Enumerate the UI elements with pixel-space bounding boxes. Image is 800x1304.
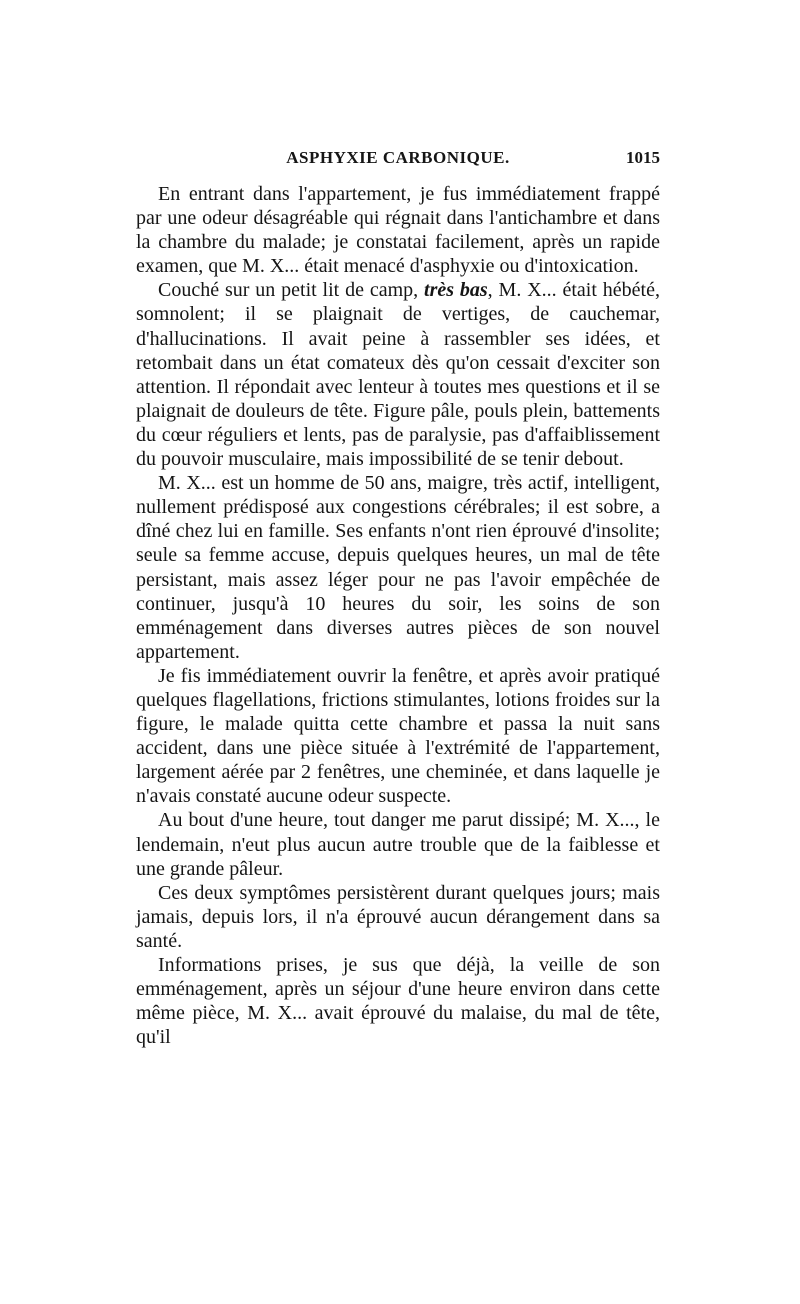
body-text <box>136 182 660 1049</box>
paragraph-2-after: , M. X... était hébété, somnolent; il se plaignait de vertiges, de cauchemar, d'hallucinations. Il avait peine à rassembler ses idées, et retombait dans un état comateux dès qu'on cessait d'exciter son attention. Il répondait avec lenteur à toutes mes questions et il se plaignait de douleurs de tête. Figure pâle, pouls plein, battements du cœur réguliers et lents, pas de paralysie, pas d'affaiblissement du pouvoir musculaire, mais impossibilité de se tenir debout. <box>136 279 660 471</box>
page-number: 1015 <box>626 148 660 167</box>
paragraph-1: En entrant dans l'appartement, je fus immédiatement frappé par une odeur désagréable qui régnait dans l'antichambre et dans la chambre du malade; je constatai facilement, après un rapide examen, que M. X... était menacé d'asphyxie ou d'intoxication. <box>136 183 660 278</box>
paragraph-4: Je fis immédiatement ouvrir la fenêtre, et après avoir pratiqué quelques flagellations, frictions stimulantes, lotions froides sur la figure, le malade quitta cette chambre et passa la nuit sans accident, dans une pièce située à l'extrémité de l'appartement, largement aérée par 2 fenêtres, une cheminée, et dans laquelle je n'avais constaté aucune odeur suspecte. <box>136 664 660 808</box>
paragraph-7: Informations prises, je sus que déjà, la veille de son emménagement, après un séjour d'une heure environ dans cette même pièce, M. X... avait éprouvé du malaise, du mal de tête, qu'il <box>136 954 660 1049</box>
page-header <box>136 146 660 182</box>
paragraph-3: M. X... est un homme de 50 ans, maigre, très actif, intelligent, nullement prédisposé aux congestions cérébrales; il est sobre, a dîné chez lui en famille. Ses enfants n'ont rien éprouvé d'insolite; seule sa femme accuse, depuis quelques heures, un mal de tête persistant, mais assez léger pour ne pas l'avoir empêchée de continuer, jusqu'à 10 heures du soir, les soins de son emménagement dans diverses autres pièces de son nouvel appartement. <box>136 472 660 663</box>
paragraph-5: Au bout d'une heure, tout danger me parut dissipé; M. X..., le lendemain, n'eut plus aucun autre trouble que de la faiblesse et une grande pâleur. <box>136 809 660 880</box>
paragraph-2-emphasis: très bas <box>424 279 488 302</box>
running-title: ASPHYXIE CARBONIQUE. <box>286 148 510 167</box>
paragraph-6: Ces deux symptômes persistèrent durant quelques jours; mais jamais, depuis lors, il n'a éprouvé aucun dérangement dans sa santé. <box>136 881 660 952</box>
paragraph-2 <box>136 278 660 471</box>
paragraph-2-before: Couché sur un petit lit de camp, <box>158 279 425 302</box>
book-page <box>136 146 660 1049</box>
